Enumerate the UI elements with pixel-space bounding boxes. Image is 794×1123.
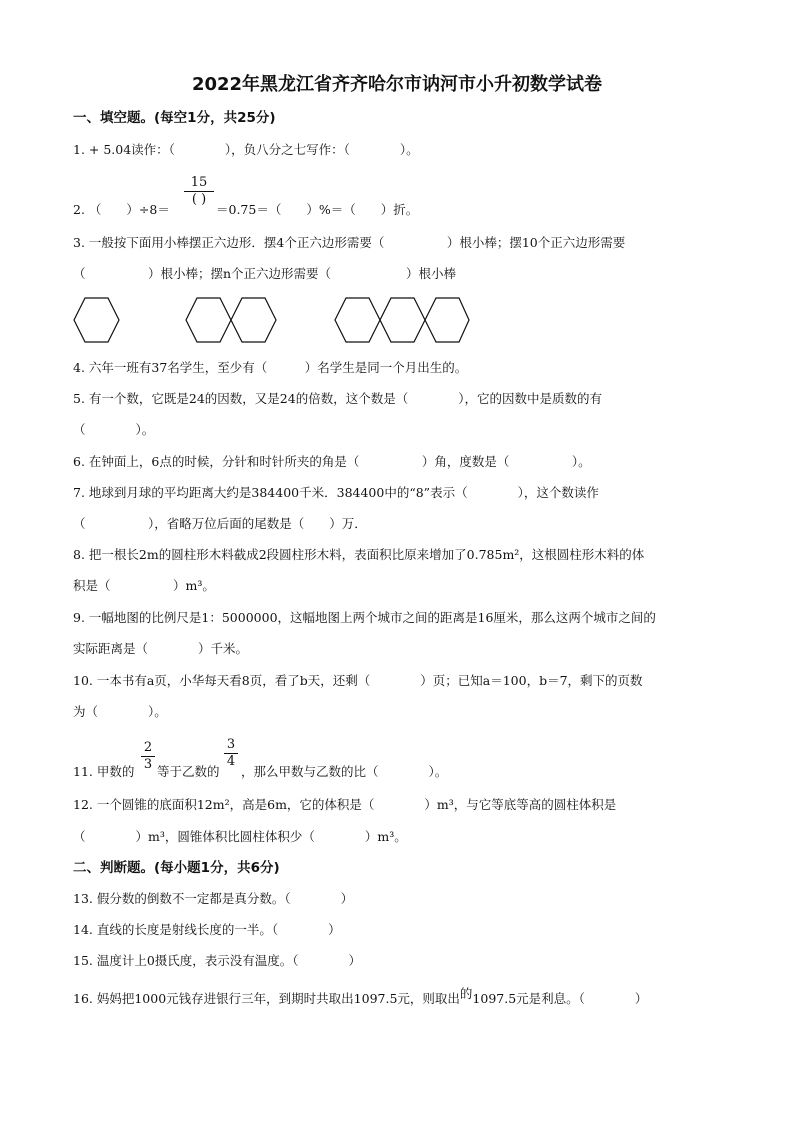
hexagon-figure-3 xyxy=(334,296,470,344)
question-11-part2: 等于乙数的 xyxy=(157,764,220,779)
fraction-denominator: ( ) xyxy=(191,192,207,207)
question-13: 13. 假分数的倒数不一定都是真分数。（ ） xyxy=(73,891,354,906)
question-2-fraction xyxy=(184,176,214,207)
question-14: 14. 直线的长度是射线长度的一半。（ ） xyxy=(73,922,341,937)
question-11-fraction-1 xyxy=(141,741,155,772)
question-6: 6. 在钟面上，6点的时候，分针和时针所夹的角是（ ）角，度数是（ ）。 xyxy=(73,454,591,469)
fraction-denominator: 3 xyxy=(143,757,153,772)
question-7-line1: 7. 地球到月球的平均距离大约是384400千米．384400中的“8”表示（ ），这个数读作 xyxy=(73,485,599,500)
hexagon-figure-1 xyxy=(73,296,121,344)
question-8-line2: 积是（ ）m³。 xyxy=(73,578,215,593)
fraction-numerator: 2 xyxy=(143,740,153,755)
question-9-line1: 9. 一幅地图的比例尺是1：5000000，这幅地图上两个城市之间的距离是16厘米，那么这两个城市之间的 xyxy=(73,610,656,625)
fraction-numerator: 15 xyxy=(190,175,208,190)
question-9-line2: 实际距离是（ ）千米。 xyxy=(73,641,249,656)
question-16-raised: 的 xyxy=(459,986,473,1001)
fraction-numerator: 3 xyxy=(226,737,236,752)
question-15: 15. 温度计上0摄氏度，表示没有温度。（ ） xyxy=(73,953,362,968)
section-fill-heading: 一、填空题。(每空1分，共25分) xyxy=(73,110,276,126)
exam-title: 2022年黑龙江省齐齐哈尔市讷河市小升初数学试卷 xyxy=(191,74,603,95)
question-2-left: 2. （ ）÷8＝ xyxy=(73,202,170,217)
question-1: 1. + 5.04读作：（ ），负八分之七写作：（ ）。 xyxy=(73,142,419,157)
question-10-line1: 10. 一本书有a页，小华每天看8页，看了b天，还剩（ ）页；已知a＝100，b＝7，剩下的页数 xyxy=(73,673,643,688)
question-5-line2: （ ）。 xyxy=(73,422,155,437)
question-11-part1: 11. 甲数的 xyxy=(73,764,135,779)
question-12-line2: （ ）m³，圆锥体积比圆柱体积少（ ）m³。 xyxy=(73,829,407,844)
question-11-fraction-2 xyxy=(224,738,238,769)
hexagon-shape xyxy=(74,298,119,342)
hexagon-shape xyxy=(335,298,380,342)
question-3-line1: 3. 一般按下面用小棒摆正六边形．摆4个正六边形需要（ ）根小棒；摆10个正六边形需要 xyxy=(73,235,626,250)
question-12-line1: 12. 一个圆锥的底面积12m²，高是6m，它的体积是（ ）m³，与它等底等高的圆柱体积是 xyxy=(73,797,617,812)
question-10-line2: 为（ ）。 xyxy=(73,704,167,719)
question-8-line1: 8. 把一根长2m的圆柱形木料截成2段圆柱形木料，表面积比原来增加了0.785m²，这根圆柱形木料的体 xyxy=(73,547,645,562)
hexagon-shape xyxy=(186,298,231,342)
question-16-part1: 16. 妈妈把1000元钱存进银行三年，到期时共取出1097.5元，则取出 xyxy=(73,991,460,1006)
hexagon-shape xyxy=(231,298,276,342)
hexagon-shape xyxy=(425,298,469,342)
question-3-line2: （ ）根小棒；摆n个正六边形需要（ ）根小棒 xyxy=(73,266,457,281)
question-11-part3: ，那么甲数与乙数的比（ ）。 xyxy=(241,764,448,779)
hexagon-figure-2 xyxy=(185,296,277,344)
question-4: 4. 六年一班有37名学生，至少有（ ）名学生是同一个月出生的。 xyxy=(73,360,468,375)
question-5-line1: 5. 有一个数，它既是24的因数，又是24的倍数，这个数是（ ），它的因数中是质数的有 xyxy=(73,391,602,406)
question-16-part2: 1097.5元是利息。（ ） xyxy=(472,991,648,1006)
question-7-line2: （ ），省略万位后面的尾数是（ ）万． xyxy=(73,516,367,531)
question-16 xyxy=(73,986,648,1007)
question-2-right: ＝0.75＝（ ）%＝（ ）折。 xyxy=(216,202,419,217)
fraction-denominator: 4 xyxy=(226,754,236,769)
section-judge-heading: 二、判断题。(每小题1分，共6分) xyxy=(73,860,280,876)
hexagon-shape xyxy=(380,298,425,342)
